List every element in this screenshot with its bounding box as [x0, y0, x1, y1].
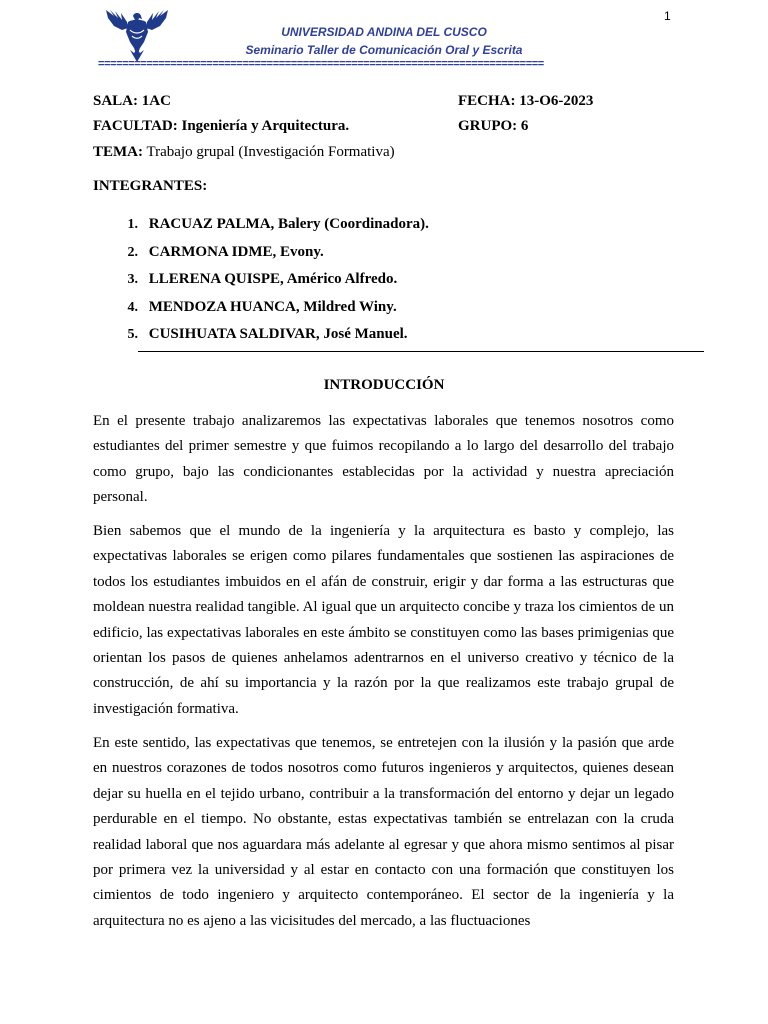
list-item — [93, 267, 429, 295]
page-number: 1 — [664, 9, 671, 23]
members-divider — [138, 351, 704, 352]
fecha-label: FECHA: — [458, 93, 516, 109]
tema-line — [93, 144, 395, 161]
member-number: 2. — [127, 244, 138, 260]
intro-paragraph-2: Bien sabemos que el mundo de la ingeniería y la arquitectura es basto y complejo, las expectativas laborales se erigen como pilares fundamentales que sostienen las aspiraciones de todos los estudiantes imbuidos en el afán de construir, erigir y dar forma a las estructuras que moldean nuestra realidad tangible. Al igual que un arquitecto concibe y traza los cimientos de un edificio, las expectativas laborales en este ámbito se constituyen como las bases primigenias que orientan los pasos de quienes anhelamos adentrarnos en el universo creativo y técnico de la construcción, de ahí su importancia y la razón por la que realizamos este trabajo grupal de investigación formativa. — [93, 523, 674, 717]
list-item — [93, 295, 429, 323]
member-name: LLERENA QUISPE, Américo Alfredo. — [148, 271, 398, 287]
member-number: 3. — [127, 272, 138, 287]
sala-line — [93, 93, 171, 110]
header-divider: ========================================================================== — [98, 58, 544, 70]
fecha-line — [458, 93, 593, 110]
tema-label: TEMA: — [93, 144, 143, 160]
list-item — [93, 212, 429, 240]
sala-label: SALA: — [93, 93, 139, 109]
facultad-label: FACULTAD: — [93, 118, 178, 134]
members-list — [93, 212, 429, 350]
grupo-value: 6 — [520, 118, 529, 134]
section-title: INTRODUCCIÓN — [323, 377, 445, 393]
member-name: CUSIHUATA SALDIVAR, José Manuel. — [148, 326, 408, 342]
intro-paragraph-3: En este sentido, las expectativas que tenemos, se entretejen con la ilusión y la pasión que arde en nuestros corazones de todos nosotros como futuros ingenieros y arquitectos, quienes desean dejar su huella en el tejido urbano, contribuir a la transformación del entorno y dejar un legado perdurable en el tiempo. No obstante, estas expectativas también se entrelazan con la cruda realidad laboral que nos aguardara más adelante al egresar y que ahora mismo sentimos al pisar por primera vez la universidad y al estar en contacto con una formación que constituyen los cimientos de todo ingeniero y arquitecto contemporáneo. El sector de la ingeniería y la arquitectura no es ajeno a las vicisitudes del mercado, a las fluctuaciones — [93, 735, 674, 929]
grupo-line — [458, 118, 528, 135]
grupo-label: GRUPO: — [458, 118, 518, 134]
integrantes-heading: INTEGRANTES: — [93, 178, 208, 194]
facultad-line — [93, 118, 349, 135]
member-name: MENDOZA HUANCA, Mildred Winy. — [148, 298, 397, 315]
fecha-value: 13-O6-2023 — [519, 93, 594, 109]
sala-value: 1AC — [141, 93, 171, 109]
course-name: Seminario Taller de Comunicación Oral y Escrita — [245, 43, 523, 57]
list-item — [93, 240, 429, 268]
intro-paragraph-1: En el presente trabajo analizaremos las expectativas laborales que tenemos nosotros como estudiantes del primer semestre y que fuimos recopilando a lo largo del desarrollo del trabajo como grupo, bajo las condicionantes establecidas por la actividad y nuestra apreciación personal. — [93, 413, 674, 506]
tema-value: Trabajo grupal (Investigación Formativa) — [146, 144, 395, 160]
facultad-value: Ingeniería y Arquitectura. — [181, 118, 350, 134]
member-number: 4. — [127, 299, 138, 315]
list-item — [93, 322, 429, 350]
member-number: 1. — [127, 217, 138, 232]
university-name: UNIVERSIDAD ANDINA DEL CUSCO — [281, 25, 487, 39]
member-number: 5. — [127, 327, 138, 342]
member-name: CARMONA IDME, Evony. — [148, 243, 324, 260]
member-name: RACUAZ PALMA, Balery (Coordinadora). — [148, 216, 429, 232]
